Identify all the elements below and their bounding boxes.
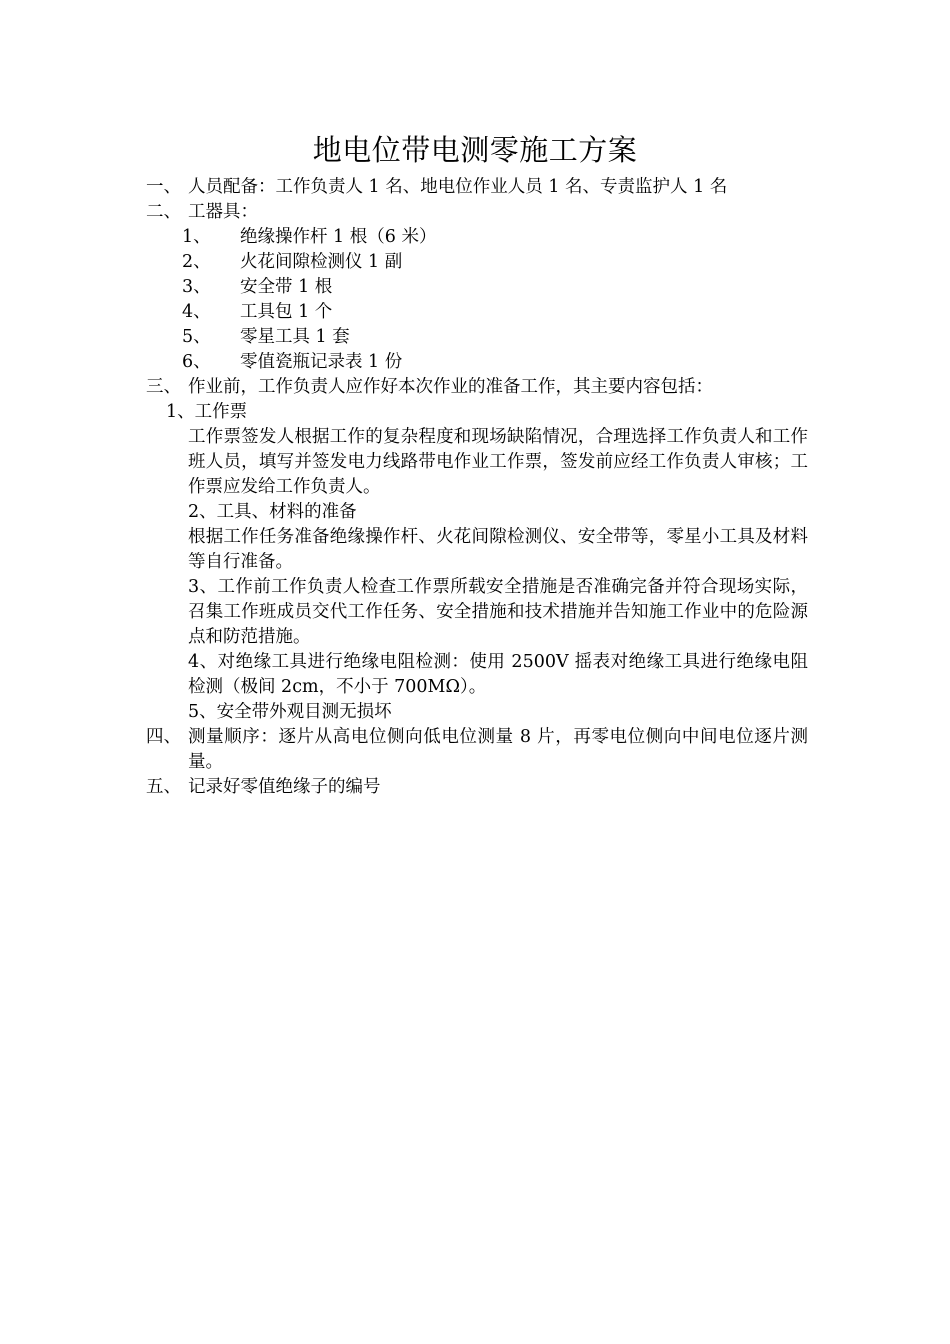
section-3-number: 三、 xyxy=(146,377,181,397)
section-4-number: 四、 xyxy=(146,727,181,747)
tool-item-number: 5、 xyxy=(182,327,211,347)
tool-item-text: 火花间隙检测仪 1 副 xyxy=(240,252,403,272)
subsection-3-body: 3、工作前工作负责人检查工作票所载安全措施是否准确完备并符合现场实际，召集工作班成员交代工作任务、安全措施和技术措施并告知施工作业中的危险源点和防范措施。 xyxy=(188,577,808,647)
section-1-text: 人员配备：工作负责人 1 名、地电位作业人员 1 名、专责监护人 1 名 xyxy=(188,177,728,197)
tool-item-text: 零值瓷瓶记录表 1 份 xyxy=(240,352,403,372)
subsection-2-heading: 2、工具、材料的准备 xyxy=(188,502,357,522)
tool-item-number: 2、 xyxy=(182,252,211,272)
section-2-number: 二、 xyxy=(146,202,181,222)
section-5-number: 五、 xyxy=(146,777,181,797)
tool-item-text: 安全带 1 根 xyxy=(240,277,333,297)
tool-item-text: 绝缘操作杆 1 根（6 米） xyxy=(240,227,437,247)
section-1-number: 一、 xyxy=(146,177,181,197)
subsection-5-heading: 5、安全带外观目测无损坏 xyxy=(188,702,392,722)
tool-item-text: 工具包 1 个 xyxy=(240,302,333,322)
section-2-text: 工器具： xyxy=(188,202,258,222)
tool-item-number: 4、 xyxy=(182,302,211,322)
section-3-text: 作业前，工作负责人应作好本次作业的准备工作，其主要内容包括： xyxy=(188,377,713,397)
subsection-2-body: 根据工作任务准备绝缘操作杆、火花间隙检测仪、安全带等，零星小工具及材料等自行准备。 xyxy=(188,527,808,572)
tool-item-text: 零星工具 1 套 xyxy=(240,327,350,347)
tool-item-number: 3、 xyxy=(182,277,211,297)
subsection-1-body: 工作票签发人根据工作的复杂程度和现场缺陷情况，合理选择工作负责人和工作班人员，填写并签发电力线路带电作业工作票，签发前应经工作负责人审核；工作票应发给工作负责人。 xyxy=(188,427,808,497)
tool-item-number: 1、 xyxy=(182,227,211,247)
section-4-text: 测量顺序：逐片从高电位侧向低电位测量 8 片，再零电位侧向中间电位逐片测量。 xyxy=(188,727,808,772)
section-5-text: 记录好零值绝缘子的编号 xyxy=(188,777,381,797)
document-title: 地电位带电测零施工方案 xyxy=(312,133,638,167)
subsection-4-body: 4、对绝缘工具进行绝缘电阻检测：使用 2500V 摇表对绝缘工具进行绝缘电阻检测（极间 2cm，不小于 700MΩ）。 xyxy=(188,652,808,697)
tool-item-number: 6、 xyxy=(182,352,211,372)
subsection-1-heading: 1、工作票 xyxy=(166,402,248,422)
